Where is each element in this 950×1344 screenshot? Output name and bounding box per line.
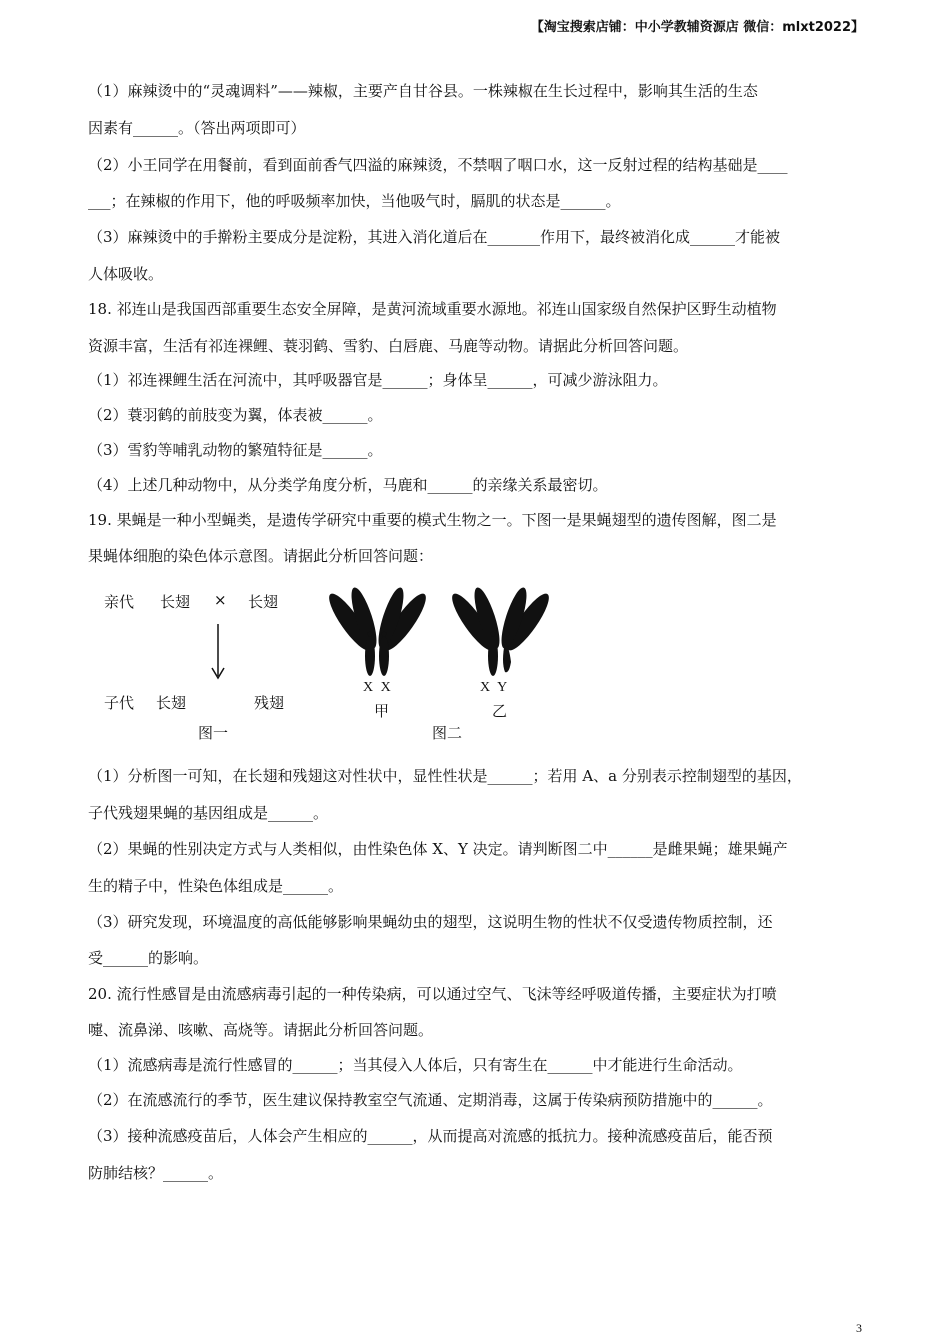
chromosome-a-name: 甲 bbox=[374, 702, 390, 720]
text-line: 人体吸收。 bbox=[88, 265, 164, 283]
text-line: 生的精子中，性染色体组成是______。 bbox=[88, 877, 344, 895]
text-line: （2）果蝇的性别决定方式与人类相似，由性染色体 X、Y 决定。请判断图二中______是雌果蝇；雄果蝇产 bbox=[88, 840, 788, 858]
text-line: （1）麻辣烫中的“灵魂调料”——辣椒，主要产自甘谷县。一株辣椒在生长过程中，影响其生活的生态 bbox=[88, 82, 758, 100]
question-18-line: 18. 祁连山是我国西部重要生态安全屏障，是黄河流域重要水源地。祁连山国家级自然保护区野生动植物 bbox=[88, 300, 777, 318]
figure-1-caption: 图一 bbox=[198, 724, 229, 742]
text-line: （3）接种流感疫苗后，人体会产生相应的______，从而提高对流感的抵抗力。接种流感疫苗后，能否预 bbox=[88, 1127, 773, 1145]
page-number: 3 bbox=[856, 1321, 862, 1335]
parent-a-label: 长翅 bbox=[160, 593, 191, 611]
genetics-figure bbox=[88, 576, 866, 756]
cross-symbol: × bbox=[214, 591, 227, 609]
text-line: （2）在流感流行的季节，医生建议保持教室空气流通、定期消毒，这属于传染病预防措施中的______。 bbox=[88, 1091, 773, 1109]
text-line: 资源丰富，生活有祁连裸鲤、蓑羽鹤、雪豹、白唇鹿、马鹿等动物。请据此分析回答问题。 bbox=[88, 337, 689, 355]
text-line: （3）麻辣烫中的手擀粉主要成分是淀粉，其进入消化道后在_______作用下，最终被消化成______才能被 bbox=[88, 228, 781, 246]
chromosome-b-name: 乙 bbox=[492, 702, 508, 720]
header-watermark: 【淘宝搜索店铺：中小学教辅资源店 微信：mlxt2022】 bbox=[530, 20, 864, 35]
text-line: （3）研究发现，环境温度的高低能够影响果蝇幼虫的翅型，这说明生物的性状不仅受遗传物质控制，还 bbox=[88, 913, 773, 931]
chromosome-b-xy-label: X Y bbox=[480, 680, 510, 695]
chromosome-set-b-image bbox=[443, 582, 558, 680]
chromosome-set-a-image bbox=[320, 582, 435, 680]
text-line: （1）分析图一可知，在长翅和残翅这对性状中，显性性状是______；若用 A、a 分别表示控制翅型的基因， bbox=[88, 767, 802, 785]
text-line: 嚏、流鼻涕、咳嗽、高烧等。请据此分析回答问题。 bbox=[88, 1021, 434, 1039]
text-line: （1）流感病毒是流行性感冒的______；当其侵入人体后，只有寄生在______中才能进行生命活动。 bbox=[88, 1056, 743, 1074]
down-arrow-icon bbox=[206, 622, 230, 682]
child-a-label: 长翅 bbox=[156, 694, 187, 712]
child-b-label: 残翅 bbox=[254, 694, 285, 712]
text-line: 因素有______。（答出两项即可） bbox=[88, 119, 306, 137]
text-line: 受______的影响。 bbox=[88, 949, 209, 967]
text-line: （2）小王同学在用餐前，看到面前香气四溢的麻辣烫，不禁咽了咽口水，这一反射过程的结构基础是____ bbox=[88, 156, 788, 174]
chromosome-a-xy-label: X X bbox=[363, 680, 393, 695]
question-20-line: 20. 流行性感冒是由流感病毒引起的一种传染病，可以通过空气、飞沫等经呼吸道传播，主要症状为打喷 bbox=[88, 985, 777, 1003]
text-line: 防肺结核？______。 bbox=[88, 1164, 224, 1182]
figure-2-caption: 图二 bbox=[432, 724, 463, 742]
parent-b-label: 长翅 bbox=[248, 593, 279, 611]
text-line: ___；在辣椒的作用下，他的呼吸频率加快，当他吸气时，膈肌的状态是______。 bbox=[88, 192, 621, 210]
question-19-line: 19. 果蝇是一种小型蝇类，是遗传学研究中重要的模式生物之一。下图一是果蝇翅型的遗传图解，图二是 bbox=[88, 511, 777, 529]
child-label: 子代 bbox=[104, 694, 135, 712]
text-line: 果蝇体细胞的染色体示意图。请据此分析回答问题： bbox=[88, 547, 434, 565]
text-line: 子代残翅果蝇的基因组成是______。 bbox=[88, 804, 329, 822]
parent-label: 亲代 bbox=[104, 593, 135, 611]
text-line: （3）雪豹等哺乳动物的繁殖特征是______。 bbox=[88, 441, 383, 459]
text-line: （1）祁连裸鲤生活在河流中，其呼吸器官是______；身体呈______，可减少游泳阻力。 bbox=[88, 371, 668, 389]
text-line: （2）蓑羽鹤的前肢变为翼，体表被______。 bbox=[88, 406, 383, 424]
text-line: （4）上述几种动物中，从分类学角度分析，马鹿和______的亲缘关系最密切。 bbox=[88, 476, 608, 494]
